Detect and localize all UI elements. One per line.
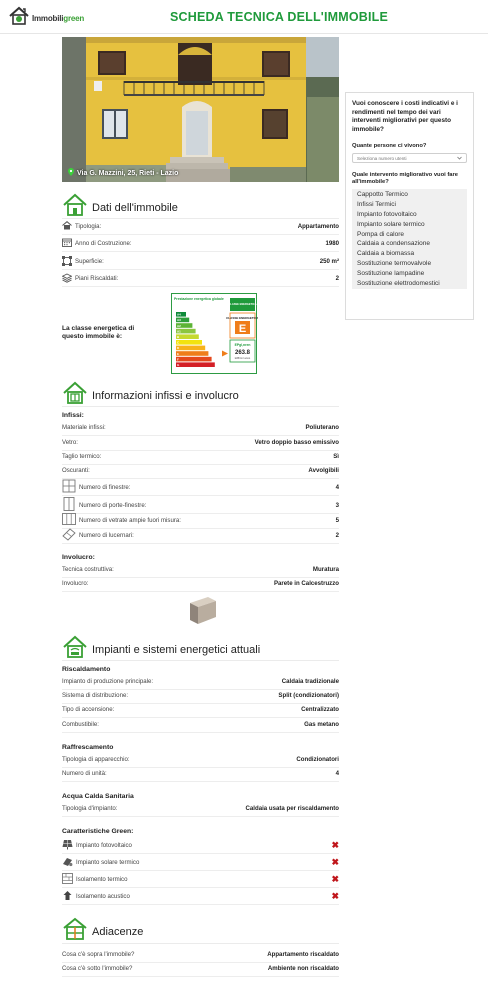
row-label: Tipologia d'impianto: bbox=[62, 805, 118, 812]
subhead-acqua: Acqua Calda Sanitaria bbox=[62, 793, 134, 800]
energy-card-title: Prestazione energetica globale bbox=[174, 297, 224, 301]
row-label: Impianto solare termico bbox=[76, 858, 140, 866]
row-label: Tipo di accensione: bbox=[62, 706, 115, 713]
row-value: 2 bbox=[335, 275, 339, 282]
row-value: 5 bbox=[335, 516, 339, 524]
intervention-option[interactable]: Impianto fotovoltaico bbox=[357, 210, 417, 218]
row-value: Sì bbox=[333, 453, 339, 460]
improvement-sidebar bbox=[345, 92, 474, 320]
x-mark-icon: ✖ bbox=[331, 873, 339, 884]
row-materiale bbox=[62, 420, 339, 436]
thermal-insulation-icon bbox=[62, 873, 73, 886]
energy-class-letter: E bbox=[177, 351, 180, 356]
x-mark-icon: ✖ bbox=[331, 839, 339, 850]
home-small-icon bbox=[62, 221, 72, 232]
sidebar-question: Vuoi conoscere i costi indicativi e i rendimenti nel tempo dei vari interventi migliorativi per questo immobile? bbox=[352, 100, 458, 133]
row-value: Appartamento riscaldato bbox=[267, 951, 339, 958]
row-label: Cosa c'è sopra l'immobile? bbox=[62, 951, 135, 958]
energy-certificate bbox=[171, 293, 257, 374]
energy-class-bar bbox=[176, 346, 205, 351]
row-label: Numero di finestre: bbox=[79, 483, 131, 491]
intervention-option[interactable]: Cappotto Termico bbox=[357, 191, 408, 199]
french-door-icon bbox=[62, 497, 76, 513]
energy-class-letter: A3 bbox=[177, 318, 181, 323]
row-lucernari bbox=[62, 527, 339, 544]
row-label: Numero di porte-finestre: bbox=[79, 501, 147, 509]
epgl-unit: kWh/m² anno bbox=[234, 357, 251, 360]
property-photo bbox=[62, 37, 339, 182]
row-value: Split (condizionatori) bbox=[278, 692, 339, 699]
row-value: Appartamento bbox=[297, 223, 339, 230]
address-text: Via G. Mazzini, 25, Rieti - Lazio bbox=[77, 169, 179, 177]
building-image bbox=[62, 37, 339, 182]
logo-green-text: green bbox=[63, 14, 85, 23]
row-anno bbox=[62, 236, 339, 252]
classe-value: E bbox=[238, 323, 247, 335]
row-value: Ambiente non riscaldato bbox=[267, 965, 339, 972]
row-value: Poliuterano bbox=[305, 424, 339, 431]
row-label: Isolamento acustico bbox=[76, 892, 130, 900]
row-unita bbox=[62, 766, 339, 782]
people-select[interactable] bbox=[352, 153, 467, 163]
row-involucro bbox=[62, 576, 339, 592]
section-infissi-title: Informazioni infissi e involucro bbox=[92, 389, 239, 402]
energy-class-letter: A1 bbox=[177, 329, 181, 334]
subhead-infissi: Infissi: bbox=[62, 412, 84, 419]
logo[interactable] bbox=[8, 5, 84, 32]
large-window-icon bbox=[62, 512, 76, 528]
row-label: Involucro: bbox=[62, 580, 89, 587]
intervention-option[interactable]: Sostituzione elettrodomestici bbox=[357, 279, 440, 287]
row-value: Condizionatori bbox=[296, 756, 339, 763]
row-label: Numero di unità: bbox=[62, 770, 107, 777]
row-value: 250 m² bbox=[319, 258, 339, 265]
row-tipologia bbox=[62, 219, 339, 235]
energy-class-letter: F bbox=[177, 357, 179, 362]
epgl-label: EPgl,nren bbox=[234, 343, 251, 347]
energy-class-letter: A2 bbox=[177, 323, 181, 328]
calendar-icon bbox=[62, 238, 72, 249]
row-label: Superficie: bbox=[75, 258, 104, 265]
row-label: Combustibile: bbox=[62, 721, 99, 728]
area-icon bbox=[62, 256, 72, 268]
energy-pointer-arrow bbox=[222, 351, 228, 357]
section-adiacenze-title: Adiacenze bbox=[92, 925, 144, 938]
row-value: 3 bbox=[335, 501, 339, 509]
intervention-option[interactable]: Caldaia a condensazione bbox=[357, 240, 430, 248]
section-impianti-rule bbox=[62, 660, 339, 661]
row-label: Vetro: bbox=[62, 439, 78, 446]
people-select-placeholder: Seleziona numero utenti bbox=[357, 155, 407, 161]
row-label: Oscuranti: bbox=[62, 467, 90, 474]
row-label: Materiale infissi: bbox=[62, 424, 106, 431]
energy-class-letter: A4 bbox=[177, 312, 181, 317]
row-value: Vetro doppio basso emissivo bbox=[254, 439, 339, 446]
energy-class-bar bbox=[176, 351, 208, 356]
row-label: Isolamento termico bbox=[76, 875, 128, 883]
row-green-isolamento-acustico bbox=[62, 888, 339, 905]
energy-class-bar bbox=[176, 340, 202, 345]
subhead-raffrescamento: Raffrescamento bbox=[62, 744, 114, 751]
energy-class-letter: B bbox=[177, 335, 180, 339]
row-value: Muratura bbox=[312, 566, 339, 573]
row-label: Sistema di distribuzione: bbox=[62, 692, 129, 699]
energy-class-bar bbox=[176, 334, 199, 339]
classe-box-label: CLASSE ENERGETICA bbox=[226, 316, 258, 320]
row-oscuranti bbox=[62, 463, 339, 479]
row-label: Tipologia di apparecchio: bbox=[62, 756, 130, 763]
row-value: Parete in Calcestruzzo bbox=[273, 580, 339, 587]
subhead-green: Caratteristiche Green: bbox=[62, 828, 134, 835]
intervention-option[interactable]: Caldaia a biomassa bbox=[357, 250, 415, 258]
wall-icon bbox=[186, 595, 220, 630]
section-dati-title: Dati dell'immobile bbox=[92, 201, 178, 214]
layers-icon bbox=[62, 273, 72, 285]
row-label: Piani Riscaldati: bbox=[75, 275, 119, 282]
row-green-solare bbox=[62, 854, 339, 871]
row-label: Impianto di produzione principale: bbox=[62, 678, 154, 685]
energy-top-text: CLASSE ENERGETICA bbox=[228, 303, 257, 306]
row-label: Tipologia: bbox=[75, 223, 102, 230]
subhead-involucro: Involucro: bbox=[62, 554, 95, 561]
row-finestre bbox=[62, 479, 339, 496]
row-green-isolamento-termico bbox=[62, 871, 339, 888]
row-value: Gas metano bbox=[304, 721, 339, 728]
intervention-option[interactable]: Infissi Termici bbox=[357, 201, 396, 209]
section-infissi-rule bbox=[62, 406, 339, 407]
row-label: Numero di vetrate ampie fuori misura: bbox=[79, 516, 181, 524]
row-label: Numero di lucernari: bbox=[79, 531, 134, 539]
row-value: Avvolgibili bbox=[308, 467, 339, 474]
logo-main-text: Immobili bbox=[32, 14, 64, 23]
row-label: Cosa c'è sotto l'immobile? bbox=[62, 965, 133, 972]
x-mark-icon: ✖ bbox=[331, 890, 339, 901]
row-label: Impianto fotovoltaico bbox=[76, 841, 132, 849]
energy-class-letter: D bbox=[177, 346, 180, 351]
row-sotto bbox=[62, 961, 339, 977]
solar-panel-icon bbox=[62, 839, 73, 852]
row-piani bbox=[62, 271, 339, 287]
row-label: Tecnica costruttiva: bbox=[62, 566, 114, 573]
energy-class-bar bbox=[176, 362, 215, 367]
chevron-down-icon bbox=[457, 156, 462, 161]
subhead-riscaldamento: Riscaldamento bbox=[62, 666, 111, 673]
intervention-label: Quale intervento migliorativo vuoi fare all'immobile? bbox=[352, 172, 458, 186]
row-value: 1980 bbox=[325, 240, 339, 247]
intervention-option[interactable]: Pompa di calore bbox=[357, 230, 404, 238]
energy-class-letter: C bbox=[177, 340, 180, 345]
intervention-option[interactable]: Sostituzione lampadine bbox=[357, 269, 425, 277]
epgl-value: 263.8 bbox=[234, 350, 251, 356]
energy-certificate-graphic bbox=[172, 294, 258, 375]
row-value: 4 bbox=[335, 770, 339, 777]
section-impianti-title: Impianti e sistemi energetici attuali bbox=[92, 643, 261, 656]
window-icon bbox=[62, 479, 76, 495]
skylight-icon bbox=[62, 527, 76, 543]
photo-address bbox=[68, 168, 178, 178]
energy-class-label: La classe energetica di questo immobile è: bbox=[62, 325, 135, 340]
energy-class-bar bbox=[176, 357, 212, 362]
acoustic-insulation-icon bbox=[62, 890, 73, 903]
energy-class-letter: G bbox=[177, 363, 180, 367]
page-title: SCHEDA TECNICA DELL'IMMOBILE bbox=[170, 10, 389, 24]
header bbox=[0, 0, 488, 34]
intervention-option[interactable]: Impianto solare termico bbox=[357, 220, 425, 228]
intervention-option[interactable]: Sostituzione termovalvole bbox=[357, 259, 432, 267]
row-combustibile bbox=[62, 717, 339, 733]
people-label: Quante persone ci vivono? bbox=[352, 143, 427, 150]
house-logo-icon bbox=[8, 5, 30, 32]
row-value: 4 bbox=[335, 483, 339, 491]
row-value: 2 bbox=[335, 531, 339, 539]
row-value: Caldaia usata per riscaldamento bbox=[245, 805, 339, 812]
section-adiacenze-rule bbox=[62, 943, 339, 944]
row-acqua-impianto bbox=[62, 801, 339, 817]
row-label: Taglio termico: bbox=[62, 453, 102, 460]
row-label: Anno di Costruzione: bbox=[75, 240, 132, 247]
x-mark-icon: ✖ bbox=[331, 856, 339, 867]
row-green-fotovoltaico bbox=[62, 837, 339, 854]
intervention-list bbox=[352, 189, 467, 289]
map-pin-icon bbox=[68, 168, 74, 178]
row-value: Caldaia tradizionale bbox=[281, 678, 339, 685]
solar-thermal-icon bbox=[62, 856, 73, 869]
row-superficie bbox=[62, 254, 339, 270]
row-value: Centralizzato bbox=[301, 706, 339, 713]
row-accensione bbox=[62, 702, 339, 718]
